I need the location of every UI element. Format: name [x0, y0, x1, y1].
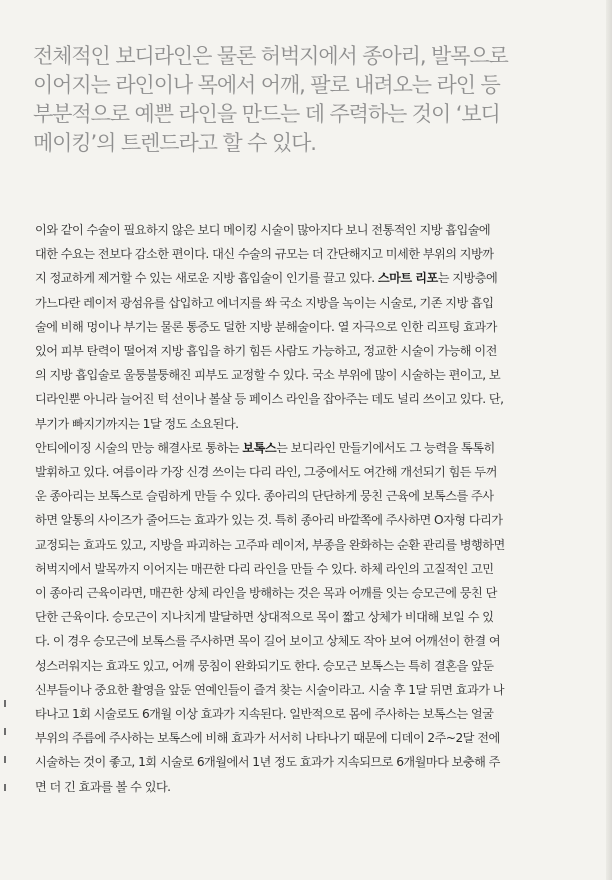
body-line: 부위의 주름에 주사하는 보톡스에 비해 효과가 서서히 나타나기 때문에 디데이 2주~2달 전에 [35, 731, 500, 746]
body-line: 디라인뿐 아니라 늘어진 턱 선이나 볼살 등 페이스 라인을 잡아주는 데도 널리 쓰이고 있다. 단, [35, 392, 504, 407]
body-line: 교정되는 효과도 있고, 지방을 파괴하는 고주파 레이저, 부종을 완화하는 순환 관리를 병행하면 [35, 537, 505, 552]
body-line: 부기가 빠지기까지는 1달 정도 소요된다. [35, 416, 239, 431]
lead-line: 메이킹’의 트렌드라고 할 수 있다. [33, 131, 316, 155]
body-line: 이 종아리 근육이라면, 매끈한 상체 라인을 방해하는 것은 목과 어깨를 잇는 승모근에 뭉친 단 [35, 586, 497, 601]
body-text-run: 는 지방층에 [437, 271, 498, 286]
body-line: 이와 같이 수술이 필요하지 않은 보디 메이킹 시술이 많아지다 보니 전통적인 지방 흡입술에 [35, 223, 491, 237]
body-text-run: 지 정교하게 제거할 수 있는 새로운 지방 흡입술이 인기를 끌고 있다. [35, 271, 375, 286]
body-line: 면 더 긴 효과를 볼 수 있다. [35, 779, 171, 794]
body-line: 가느다란 레이저 광섬유를 삽입하고 에너지를 쏴 국소 지방을 녹이는 시술로, 기존 지방 흡입 [35, 295, 494, 310]
botox-term: 보톡스 [242, 440, 277, 455]
margin-tick-marks [4, 700, 8, 790]
body-line: 신부들이나 중요한 촬영을 앞둔 연예인들이 즐겨 찾는 시술이라고. 시술 후 1달 뒤면 효과가 나 [35, 682, 504, 697]
body-line: 의 지방 흡입술로 울퉁불퉁해진 피부도 교정할 수 있다. 국소 부위에 많이 시술하는 편이고, 보 [35, 368, 501, 383]
lead-line: 전체적인 보디라인은 물론 허벅지에서 종아리, 발목으로 [33, 44, 508, 68]
body-text-run: 안티에이징 시술의 만능 해결사로 통하는 [35, 440, 243, 455]
body-line [35, 436, 583, 460]
body-line: 다. 이 경우 승모근에 보톡스를 주사하면 목이 길어 보이고 상체도 작아 보여 어깨선이 한결 여 [35, 634, 501, 649]
lead-line: 부분적으로 예쁜 라인을 만드는 데 주력하는 것이 ‘보디 [33, 102, 500, 126]
body-line: 대한 수요는 전보다 감소한 편이다. 대신 수술의 규모는 더 간단해지고 미세한 부위의 지방까 [35, 247, 494, 262]
body-line: 술에 비해 멍이나 부기는 물론 통증도 덜한 지방 분해술이다. 열 자극으로 인한 리프팅 효과가 [35, 319, 497, 334]
body-line: 단한 근육이다. 승모근이 지나치게 발달하면 상대적으로 목이 짧고 상체가 비대해 보일 수 있 [35, 610, 494, 625]
body-line: 있어 피부 탄력이 떨어져 지방 흡입을 하기 힘든 사람도 가능하고, 정교한 시술이 가능해 이전 [35, 344, 497, 359]
lead-line: 이어지는 라인이나 목에서 어깨, 팔로 내려오는 라인 등 [33, 73, 500, 97]
body-line: 발휘하고 있다. 여름이라 가장 신경 쓰이는 다리 라인, 그중에서도 여간해 개선되기 힘든 두꺼 [35, 465, 497, 480]
body-line [35, 266, 583, 290]
page-edge [606, 0, 612, 880]
body-text-run: 는 보디라인 만들기에서도 그 능력을 톡톡히 [276, 440, 495, 455]
body-line: 허벅지에서 발목까지 이어지는 매끈한 다리 라인을 만들 수 있다. 하체 라인의 고질적인 고민 [35, 561, 494, 576]
body-line: 성스러워지는 효과도 있고, 어깨 뭉침이 완화되기도 한다. 승모근 보톡스는 특히 결혼을 앞둔 [35, 658, 494, 673]
smart-lipo-term: 스마트 리포 [377, 271, 438, 286]
body-line: 운 종아리는 보톡스로 슬림하게 만들 수 있다. 종아리의 단단하게 뭉친 근육에 보톡스를 주사 [35, 489, 494, 504]
body-line: 타나고 1회 시술로도 6개월 이상 효과가 지속된다. 일반적으로 몸에 주사하는 보톡스는 얼굴 [35, 707, 494, 722]
lead-paragraph [33, 42, 573, 158]
body-line: 하면 알통의 사이즈가 줄어드는 효과가 있는 것. 특히 종아리 바깥쪽에 주사하면 O자형 다리가 [35, 513, 503, 528]
body-article [35, 218, 583, 799]
body-line: 시술하는 것이 좋고, 1회 시술로 6개월에서 1년 정도 효과가 지속되므로 6개월마다 보충해 주 [35, 755, 500, 770]
